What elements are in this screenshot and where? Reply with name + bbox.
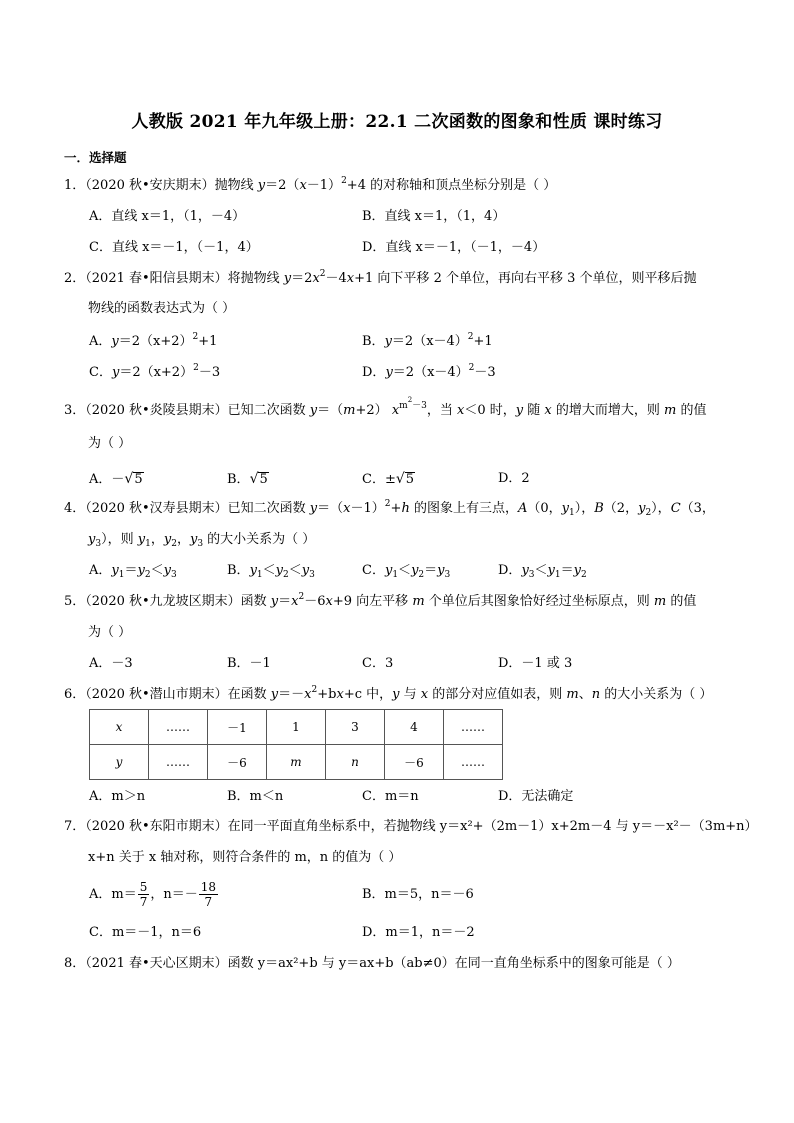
table-cell: …… [149, 710, 208, 745]
table-cell: y [90, 745, 149, 780]
q3-option-c[interactable]: C．±√5 [362, 471, 415, 487]
question-7-cont: x+n 关于 x 轴对称，则符合条件的 m，n 的值为（ ） [88, 850, 402, 865]
page-title: 人教版 2021 年九年级上册：22.1 二次函数的图象和性质 课时练习 [131, 112, 663, 132]
table-cell: －6 [208, 745, 267, 780]
q3-option-a[interactable]: A．－√5 [89, 471, 143, 487]
q6-option-a[interactable]: A．m＞n [89, 789, 146, 804]
q1-option-d[interactable]: D．直线 x＝－1，（－1，－4） [362, 240, 546, 255]
value-table [89, 709, 503, 780]
table-cell: …… [444, 710, 503, 745]
q3-option-b[interactable]: B．√5 [227, 471, 268, 487]
question-2-cont: 物线的函数表达式为（ ） [88, 301, 236, 316]
q5-option-d[interactable]: D．－1 或 3 [498, 656, 573, 671]
q7-option-a[interactable]: A．m＝ $\frac{5}{7}$ ，n＝－ $\frac{18}{7}$ [89, 880, 217, 909]
q4-option-d[interactable]: D．$y_3<y_1=y_2$ [498, 563, 587, 580]
q2-option-a[interactable]: A．$y=2(x+2)^2+1$ [89, 332, 218, 349]
q5-option-b[interactable]: B．－1 [227, 656, 271, 671]
table-row [90, 745, 503, 780]
q5-option-a[interactable]: A．－3 [89, 656, 133, 671]
table-row [90, 710, 503, 745]
q5-option-c[interactable]: C．3 [362, 656, 394, 671]
q3-option-d[interactable]: D．2 [498, 471, 530, 486]
table-cell: n [326, 745, 385, 780]
table-cell: －1 [208, 710, 267, 745]
question-7: 7．（2020 秋•东阳市期末）在同一平面直角坐标系中，若抛物线 y＝x²+（2m－1）x+2m－4 与 y＝－x²－（3m+n） [64, 819, 758, 834]
table-cell: 3 [326, 710, 385, 745]
q7-option-c[interactable]: C．m＝－1，n＝6 [89, 925, 202, 940]
q4-option-a[interactable]: A．$y_1=y_2<y_3$ [89, 563, 177, 580]
table-cell: 4 [385, 710, 444, 745]
q7-option-b[interactable]: B．m＝5，n＝－6 [362, 887, 474, 902]
question-5-cont: 为（ ） [88, 625, 132, 640]
question-1: 1．（2020 秋•安庆期末）抛物线 $y=2(x-1)^2+4$ 的对称轴和顶点坐标分别是（ ） [64, 176, 557, 193]
question-6: 6．（2020 秋•潜山市期末）在函数 $y=-x^2+bx+c$ 中，y 与 x 的部分对应值如表，则 m、n 的大小关系为（ ） [64, 685, 713, 702]
q1-option-a[interactable]: A．直线 x＝1，（1，－4） [89, 209, 246, 224]
question-2: 2．（2021 春•阳信县期末）将抛物线 $y=2x^2-4x+1$ 向下平移 2 个单位，再向右平移 3 个单位，则平移后抛 [64, 269, 697, 286]
question-5: 5．（2020 秋•九龙坡区期末）函数 $y=x^2-6x+9$ 向左平移 m 个单位后其图象恰好经过坐标原点，则 m 的值 [64, 592, 697, 609]
table-cell: －6 [385, 745, 444, 780]
q4-option-b[interactable]: B．$y_1<y_2<y_3$ [227, 563, 315, 580]
q4-option-c[interactable]: C．$y_1<y_2=y_3$ [362, 563, 451, 580]
table-cell: …… [444, 745, 503, 780]
q1-option-c[interactable]: C．直线 x＝－1，（－1，4） [89, 240, 259, 255]
q2-option-c[interactable]: C．$y=2(x+2)^2-3$ [89, 363, 221, 380]
q6-option-c[interactable]: C．m＝n [362, 789, 419, 804]
q6-option-d[interactable]: D．无法确定 [498, 789, 574, 804]
table-cell: x [90, 710, 149, 745]
question-8: 8．（2021 春•天心区期末）函数 y＝ax²+b 与 y＝ax+b（ab≠0）在同一直角坐标系中的图象可能是（ ） [64, 956, 680, 971]
section-heading: 一．选择题 [64, 150, 127, 165]
fraction: $\frac{18}{7}$ [200, 880, 217, 909]
question-3: 3．（2020 秋•炎陵县期末）已知二次函数 y＝（m+2） $x^{m^2-3}$，当 x＜0 时，y 随 x 的增大而增大，则 m 的值 [64, 396, 707, 418]
table-cell: m [267, 745, 326, 780]
question-4-cont: $y_3$），则 $y_1$，$y_2$，$y_3$ 的大小关系为（ ） [88, 532, 316, 549]
table-cell: …… [149, 745, 208, 780]
question-3-cont: 为（ ） [88, 436, 132, 451]
question-4: 4．（2020 秋•汉寿县期末）已知二次函数 $y=(x-1)^2+h$ 的图象上有三点，A（0，$y_1$），B（2，$y_2$），C（3， [64, 499, 715, 518]
q6-option-b[interactable]: B．m＜n [227, 789, 284, 804]
q2-option-d[interactable]: D．$y=2(x-4)^2-3$ [362, 363, 496, 380]
q7-option-d[interactable]: D．m＝1，n＝－2 [362, 925, 475, 940]
table-cell: 1 [267, 710, 326, 745]
q2-option-b[interactable]: B．$y=2(x-4)^2+1$ [362, 332, 493, 349]
q1-option-b[interactable]: B．直线 x＝1，（1，4） [362, 209, 506, 224]
fraction: $\frac{5}{7}$ [139, 880, 148, 909]
